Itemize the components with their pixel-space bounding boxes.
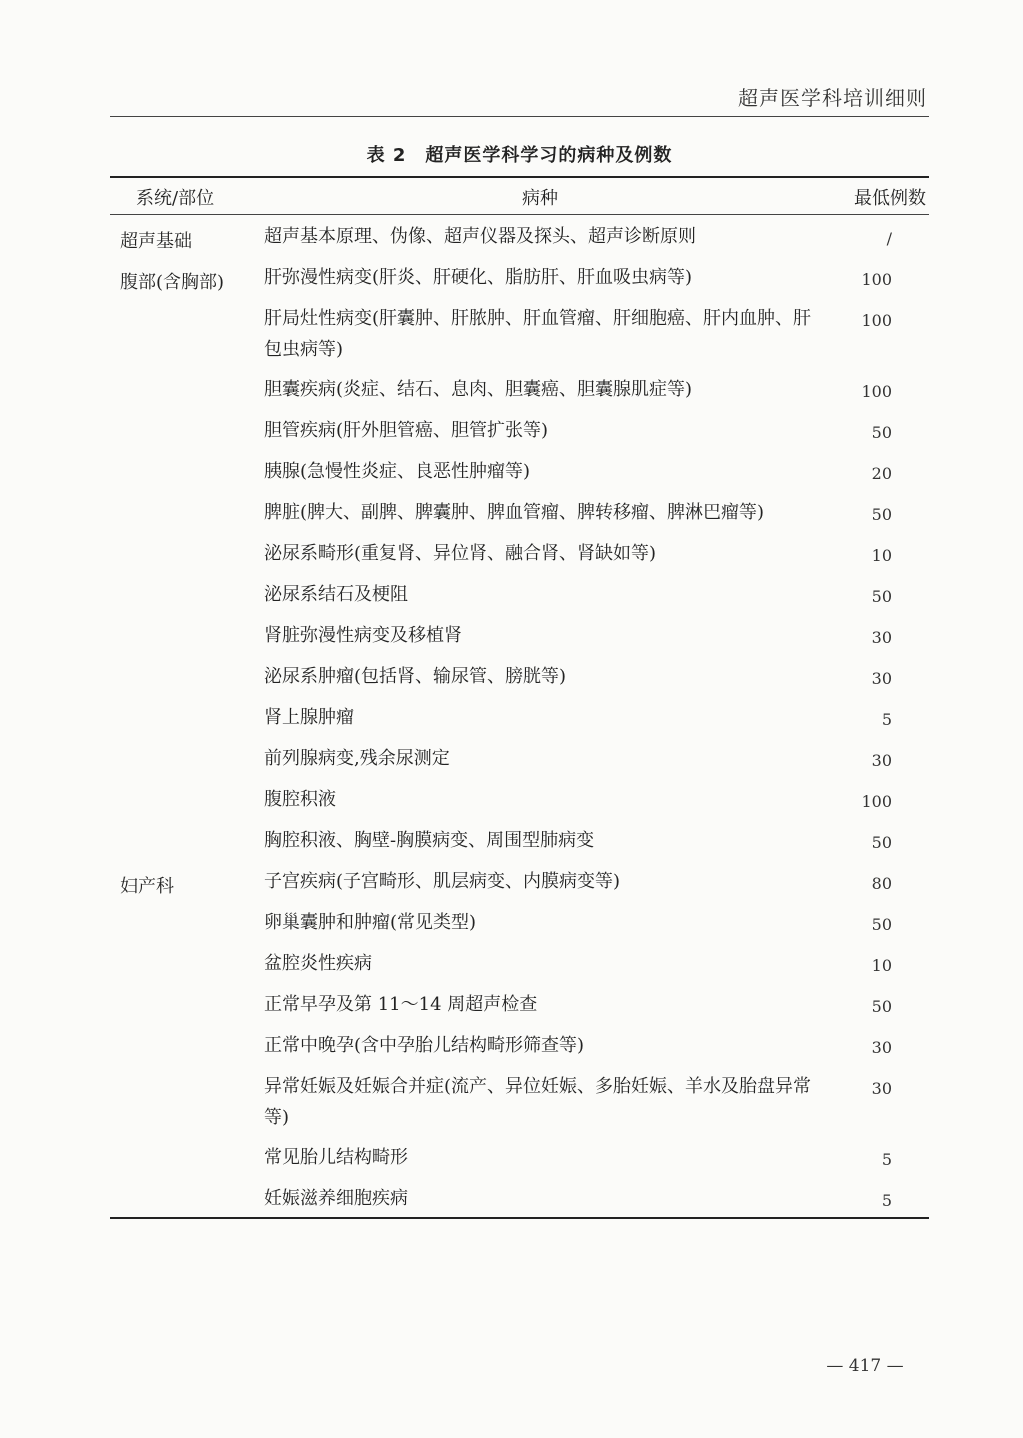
cell-disease: 泌尿系肿瘤(包括肾、输尿管、膀胱等) — [264, 666, 567, 687]
cell-min-count: 30 — [871, 1038, 892, 1057]
cell-min-count: 50 — [871, 833, 892, 852]
cell-disease: 妊娠滋养细胞疾病 — [264, 1188, 408, 1209]
cell-disease: 正常早孕及第 11～14 周超声检查 — [264, 994, 538, 1015]
cell-disease: 子宫疾病(子宫畸形、肌层病变、内膜病变等) — [264, 871, 621, 892]
cell-system: 腹部(含胸部) — [120, 272, 225, 293]
cell-disease: 胸腔积液、胸壁-胸膜病变、周围型肺病变 — [264, 830, 595, 851]
cell-disease: 胰腺(急慢性炎症、良恶性肿瘤等) — [264, 461, 531, 482]
cell-disease: 常见胎儿结构畸形 — [264, 1147, 408, 1168]
cell-min-count: 50 — [871, 997, 892, 1016]
running-header: 超声医学科培训细则 — [738, 86, 927, 110]
cell-min-count: 100 — [861, 792, 892, 811]
cell-disease: 肾上腺肿瘤 — [264, 707, 354, 728]
cell-min-count: 50 — [871, 423, 892, 442]
cell-disease: 胆管疾病(肝外胆管癌、胆管扩张等) — [264, 420, 549, 441]
cell-min-count: / — [886, 229, 892, 248]
cell-min-count: 30 — [871, 628, 892, 647]
cell-disease: 腹腔积液 — [264, 789, 336, 810]
cell-min-count: 5 — [881, 1191, 892, 1210]
cell-min-count: 80 — [871, 874, 892, 893]
cell-min-count: 30 — [871, 669, 892, 688]
page-number: — 417 — — [826, 1356, 904, 1376]
cell-system: 妇产科 — [120, 876, 174, 897]
column-header-min-count: 最低例数 — [854, 188, 926, 209]
cell-disease: 肝弥漫性病变(肝炎、肝硬化、脂肪肝、肝血吸虫病等) — [264, 267, 693, 288]
column-header-disease: 病种 — [522, 188, 558, 209]
cell-min-count: 50 — [871, 587, 892, 606]
cell-min-count: 30 — [871, 751, 892, 770]
cell-system: 超声基础 — [120, 231, 192, 252]
cell-min-count: 100 — [861, 382, 892, 401]
table-caption: 表 2 超声医学科学习的病种及例数 — [366, 145, 673, 166]
cell-min-count: 30 — [871, 1079, 892, 1098]
cell-min-count: 5 — [881, 710, 892, 729]
cell-disease: 肝局灶性病变(肝囊肿、肝脓肿、肝血管瘤、肝细胞癌、肝内血肿、肝包虫病等) — [264, 308, 812, 360]
cell-min-count: 5 — [881, 1150, 892, 1169]
cell-disease: 脾脏(脾大、副脾、脾囊肿、脾血管瘤、脾转移瘤、脾淋巴瘤等) — [264, 502, 765, 523]
table-bottom-rule — [110, 1217, 929, 1219]
cell-disease: 泌尿系畸形(重复肾、异位肾、融合肾、肾缺如等) — [264, 543, 657, 564]
cell-disease: 胆囊疾病(炎症、结石、息肉、胆囊癌、胆囊腺肌症等) — [264, 379, 693, 400]
cell-min-count: 100 — [861, 270, 892, 289]
cell-min-count: 50 — [871, 505, 892, 524]
cell-disease: 正常中晚孕(含中孕胎儿结构畸形筛查等) — [264, 1035, 585, 1056]
cell-min-count: 10 — [871, 956, 892, 975]
cell-disease: 卵巢囊肿和肿瘤(常见类型) — [264, 912, 477, 933]
cell-disease: 超声基本原理、伪像、超声仪器及探头、超声诊断原则 — [264, 226, 696, 247]
cell-min-count: 20 — [871, 464, 892, 483]
cell-min-count: 100 — [861, 311, 892, 330]
cell-disease: 异常妊娠及妊娠合并症(流产、异位妊娠、多胎妊娠、羊水及胎盘异常等) — [264, 1076, 812, 1128]
column-header-system: 系统/部位 — [136, 188, 215, 209]
cell-min-count: 50 — [871, 915, 892, 934]
cell-min-count: 10 — [871, 546, 892, 565]
cell-disease: 肾脏弥漫性病变及移植肾 — [264, 625, 462, 646]
cell-disease: 前列腺病变,残余尿测定 — [264, 748, 450, 769]
cell-disease: 盆腔炎性疾病 — [264, 953, 372, 974]
cell-disease: 泌尿系结石及梗阻 — [264, 584, 408, 605]
